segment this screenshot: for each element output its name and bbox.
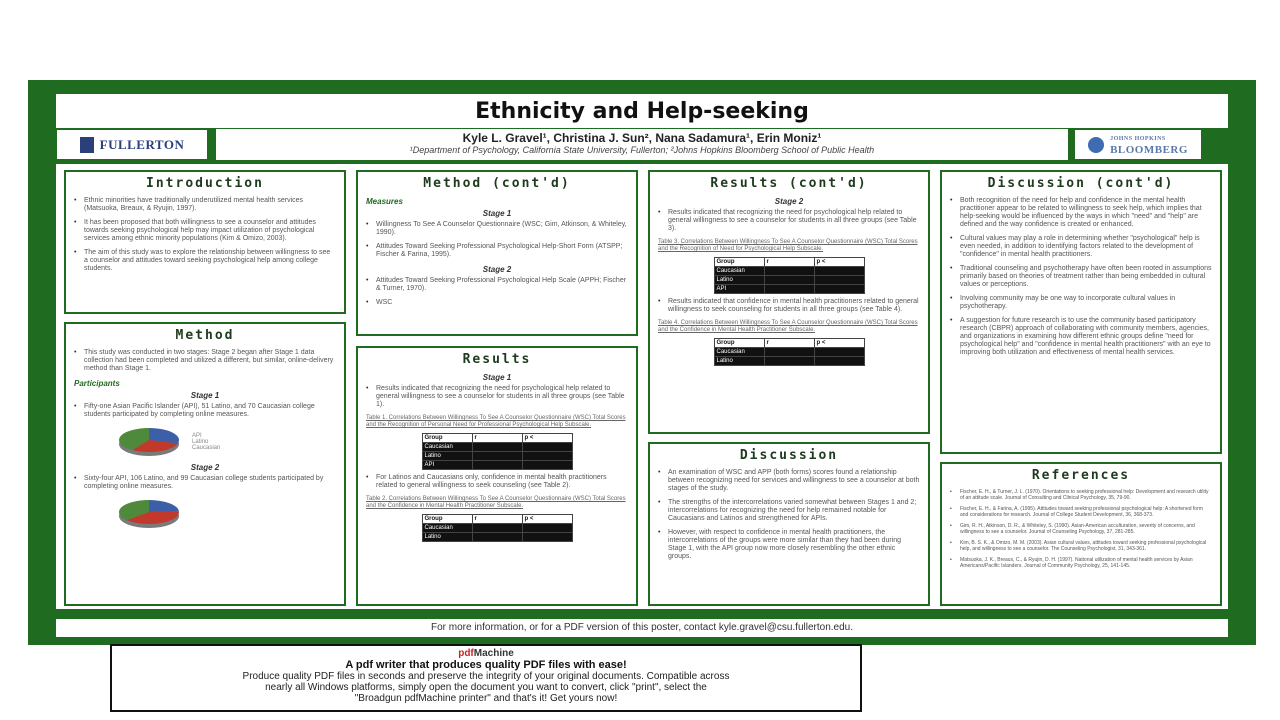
discussion-cont-panel [940,170,1222,454]
ad-line: "Broadgun pdfMachine printer" and that's it! Get yours now! [354,693,618,704]
brand-suffix: Machine [473,648,514,659]
table-header-cell: p < [814,258,864,267]
table-cell [814,357,864,366]
table-cell [814,285,864,294]
table-cell [522,452,572,461]
table-caption: Table 4. Correlations Between Willingness To See A Counselor Questionnaire (WSC) Total Scores and the Confidence in Mental Health Practitioner Subscale. [658,320,918,333]
table-caption: Table 2. Correlations Between Willingness To See A Counselor Questionnaire (WSC) Total Scores and the Confidence in Mental Health Practitioner Subscale. [366,496,626,509]
correlation-table-2 [422,514,573,542]
list-item: • Fischer, E. H., & Turner, J. L. (1970). Orientations to seeking professional help: Development and research utility of an attitude scale. Journal of Consulting and Clinical Psychology, 35, 79-90. [950,489,1212,501]
ad-line: Produce quality PDF files in seconds and preserve the integrity of your original documents. Compatible across [242,671,730,682]
list-item: • Willingness To See A Counselor Questionnaire (WSC; Gim, Atkinson, & Whiteley, 1990). [366,221,628,237]
pie-chart-stage1 [114,425,184,459]
fullerton-logo-text: FULLERTON [99,136,185,152]
brand-prefix: pdf [458,648,474,659]
table-cell [764,276,814,285]
ad-tagline: A pdf writer that produces quality PDF files with ease! [345,659,627,671]
table-header-cell: r [472,515,522,524]
legend-item: API [192,433,202,439]
poster-footer: For more information, or for a PDF version of this poster, contact kyle.gravel@csu.fullerton.edu. [56,619,1228,637]
results-panel [356,346,638,606]
discussion-cont-heading: Discussion (cont'd) [987,176,1175,191]
correlation-table-4 [714,338,865,366]
table-cell: Latino [714,357,764,366]
pie-chart-stage2 [114,497,184,531]
list-item: • This study was conducted in two stages: Stage 2 began after Stage 1 data collection had been completed and utilized a different, but similar, online-delivery method than Stage 1. [74,349,336,373]
method-cont-heading: Method (cont'd) [423,176,571,191]
list-item: • Fischer, E. H., & Farina, A. (1995). Attitudes toward seeking professional psychological help: A shortened form and considerations for research. Journal of College Student Development, 36, 368-373. [950,506,1212,518]
list-item: • Results indicated that recognizing the need for psychological help related to general willingness to see a counselor for students in all three groups (see Table 1). [366,385,628,409]
table-header-cell: p < [522,434,572,443]
table-cell [764,267,814,276]
table-cell: Caucasian [714,348,764,357]
list-item: • Traditional counseling and psychotherapy have often been rooted in assumptions primarily based on theories of treatment rather than being embedded in cultural values or perceptions. [950,265,1212,289]
table-row [422,461,572,470]
table-cell [764,285,814,294]
table-header-row [714,339,864,348]
stage2-subheading: Stage 2 [190,463,220,472]
affiliations: ¹Department of Psychology, California State University, Fullerton; ²Johns Hopkins Bloomberg School of Public Health [409,145,875,155]
table-cell: Latino [422,533,472,542]
table-header-cell: r [764,339,814,348]
table-cell [472,443,522,452]
method-heading: Method [175,328,235,343]
introduction-panel [64,170,346,314]
table-header-cell: r [764,258,814,267]
pie-slice-api [149,500,179,512]
table-header-row [422,515,572,524]
table-cell [472,524,522,533]
table-row [422,443,572,452]
list-item: • The strengths of the intercorrelations varied somewhat between Stages 1 and 2; intercorrelations for recognizing the need for help remained notable for Caucasians and Latinos and strengthened for APIs. [658,499,920,523]
list-item: • For Latinos and Caucasians only, confidence in mental health practitioners related to general willingness to seek counseling (see Table 2). [366,474,628,490]
stage1-subheading: Stage 1 [482,373,512,382]
results-cont-heading: Results (cont'd) [710,176,868,191]
title-bar [56,94,1228,128]
poster-title: Ethnicity and Help-seeking [475,98,809,124]
stage1-subheading: Stage 1 [190,391,220,400]
table-cell [522,461,572,470]
table-header-row [714,258,864,267]
poster-frame [28,80,1256,645]
correlation-table-1 [422,433,573,470]
ad-line: nearly all Windows platforms, simply open the document you want to convert, click "print", select the [265,682,707,693]
table-cell [472,533,522,542]
bloomberg-logo [1074,129,1202,160]
table-row [714,357,864,366]
list-item: • Kim, B. S. K., & Omizo, M. M. (2003). Asian cultural values, attitudes toward seeking professional psychological help, and willingness to see a counselor. The Counseling Psychologist, 31, 343-361. [950,540,1212,552]
table-cell [814,267,864,276]
list-item: • However, with respect to confidence in mental health practitioners, the intercorrelations of the groups were more similar than they had been during Stage 1, with the API group now more closely resembling the other ethnic groups. [658,529,920,561]
list-item: • Sixty-four API, 106 Latino, and 99 Caucasian college students participated by completing online measures. [74,475,336,491]
table-cell: API [422,461,472,470]
list-item: • WSC [366,299,628,307]
table-header-row [422,434,572,443]
table-cell [764,357,814,366]
table-cell [764,348,814,357]
table-cell: Latino [714,276,764,285]
list-item: • An examination of WSC and APP (both forms) scores found a relationship between recognizing need for services and willingness to see a counselor at both stages of the study. [658,469,920,493]
pdfmachine-ad[interactable] [110,644,862,712]
correlation-table-3 [714,257,865,294]
pie-legend [192,433,220,451]
table-header-cell: Group [714,258,764,267]
table-caption: Table 1. Correlations Between Willingness To See A Counselor Questionnaire (WSC) Total Scores and the Recognition of Personal Need for Professional Psychological Help Subscale. [366,415,626,428]
table-cell [522,533,572,542]
table-cell [522,524,572,533]
list-item: • Attitudes Toward Seeking Professional Psychological Help Scale (APPH; Fischer & Turner, 1970). [366,277,628,293]
university-seal-icon [80,137,94,153]
table-header-cell: Group [422,434,472,443]
hopkins-seal-icon [1088,137,1104,153]
references-heading: References [1031,468,1131,483]
list-item: • Fifty-one Asian Pacific Islander (API), 51 Latino, and 70 Caucasian college students participated by completing online measures. [74,403,336,419]
stage2-subheading: Stage 2 [482,265,512,274]
table-cell: API [714,285,764,294]
discussion-panel [648,442,930,606]
hopkins-logo-text: JOHNS HOPKINS [1110,135,1166,142]
list-item: • Attitudes Toward Seeking Professional Psychological Help-Short Form (ATSPP; Fischer & Farina, 1995). [366,243,628,259]
table-cell [814,276,864,285]
table-cell: Caucasian [422,524,472,533]
legend-item: Caucasian [192,445,221,451]
list-item: • Ethnic minorities have traditionally underutilized mental health services (Matsuoka, Breaux, & Ryujin, 1997). [74,197,336,213]
table-header-cell: p < [522,515,572,524]
table-row [422,524,572,533]
results-cont-panel [648,170,930,434]
table-cell [814,348,864,357]
table-caption: Table 3. Correlations Between Willingness To See A Counselor Questionnaire (WSC) Total Scores and the Recognition of Need for Psychological Help Subscale. [658,239,918,252]
table-row [714,267,864,276]
measures-subheading: Measures [366,197,403,206]
discussion-heading: Discussion [739,448,839,463]
table-cell [522,443,572,452]
table-row [422,452,572,461]
table-cell: Caucasian [422,443,472,452]
list-item: • It has been proposed that both willingness to see a counselor and attitudes towards seeking psychological help may impact utilization of psychological services among ethnic minority populations (Kim & Omizo, 2003). [74,219,336,243]
bloomberg-logo-text: BLOOMBERG [1110,143,1188,156]
stage1-subheading: Stage 1 [482,209,512,218]
method-panel [64,322,346,606]
list-item: • Cultural values may play a role in determining whether "psychological" help is even needed, in addition to identifying factors related to the development of "confidence" in mental health practitioners. [950,235,1212,259]
table-cell: Caucasian [714,267,764,276]
table-row [714,285,864,294]
stage2-subheading: Stage 2 [774,197,804,206]
results-heading: Results [462,352,532,367]
table-cell [472,461,522,470]
participants-subheading: Participants [74,379,120,388]
legend-item: Latino [192,439,209,445]
table-row [422,533,572,542]
pdfmachine-brand [112,648,860,659]
table-cell [472,452,522,461]
references-panel [940,462,1222,606]
table-header-cell: p < [814,339,864,348]
introduction-heading: Introduction [146,176,264,191]
author-names: Kyle L. Gravel¹, Christina J. Sun², Nana Sadamura¹, Erin Moniz¹ [462,131,822,145]
table-row [714,348,864,357]
list-item: • A suggestion for future research is to use the community based participatory research (CBPR) approach of collaborating with community members, agencies, and organizations in examining how different ethnic groups define "need for psychological help" and "confidence in mental health practitioners" with an eye to improving both utilization and effectiveness of mental health services. [950,317,1212,357]
fullerton-logo [56,129,208,160]
poster-content [56,164,1228,609]
list-item: • Involving community may be one way to incorporate cultural values in psychotherapy. [950,295,1212,311]
table-cell: Latino [422,452,472,461]
authors-block [216,129,1068,160]
list-item: • The aim of this study was to explore the relationship between willingness to see a counselor and attitudes toward seeking psychological help among college students. [74,249,336,273]
list-item: • Matsuoka, J. K., Breaux, C., & Ryujin, D. H. (1997). National utilization of mental health services by Asian Americans/Pacific Islanders. Journal of Community Psychology, 25, 141-145. [950,557,1212,569]
table-header-cell: Group [422,515,472,524]
list-item: • Results indicated that recognizing the need for psychological help related to general willingness to see a counselor for students in all three groups (see Table 3). [658,209,920,233]
list-item: • Gim, R. H., Atkinson, D. R., & Whiteley, S. (1990). Asian-American acculturation, severity of concerns, and willingness to see a counselor. Journal of Counseling Psychology, 37, 281-285. [950,523,1212,535]
table-header-cell: r [472,434,522,443]
method-cont-panel [356,170,638,336]
table-header-cell: Group [714,339,764,348]
list-item: • Results indicated that confidence in mental health practitioners related to general willingness to seek counseling for students in all three groups (see Table 4). [658,298,920,314]
table-row [714,276,864,285]
list-item: • Both recognition of the need for help and confidence in the mental health practitioner appear to be related to willingness to seek help, which implies that help-seeking would be influenced by the ways in which "need" and "help" are defined and the way confidence is created or enhanced. [950,197,1212,229]
